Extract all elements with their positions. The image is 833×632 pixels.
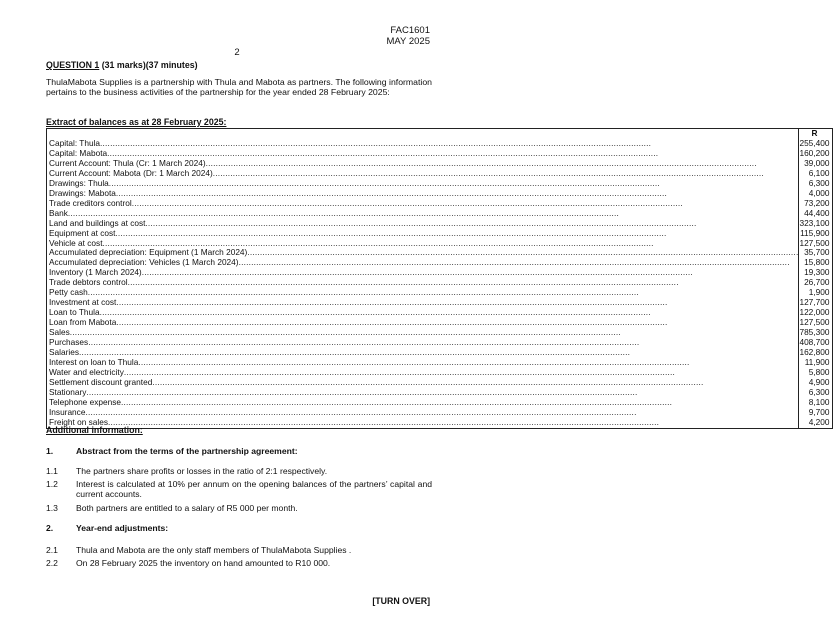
item-2-1-number: 2.1 bbox=[46, 545, 58, 555]
balance-amount: 160,200 bbox=[799, 149, 833, 159]
item-2-2-number: 2.2 bbox=[46, 558, 58, 568]
balance-amount: 122,000 bbox=[799, 308, 833, 318]
balance-amount: 44,400 bbox=[799, 209, 833, 219]
balance-label: Drawings: Mabota bbox=[49, 187, 116, 198]
balance-amount: 26,700 bbox=[799, 278, 833, 288]
balance-amount: 162,800 bbox=[799, 348, 833, 358]
leader-dots: ............................................................................................................................................................................................................................ bbox=[205, 157, 757, 168]
balance-label: Freight on sales bbox=[49, 416, 109, 427]
balance-label: Current Account: Mabota (Dr: 1 March 2024) bbox=[49, 167, 213, 178]
balance-label: Drawings: Thula bbox=[49, 177, 109, 188]
question-label: QUESTION 1 bbox=[46, 60, 100, 70]
leader-dots: ............................................................................................................................................................................................................................ bbox=[123, 366, 675, 377]
leader-dots: ............................................................................................................................................................................................................................ bbox=[131, 197, 683, 208]
document-header bbox=[387, 26, 430, 48]
balance-amount: 35,700 bbox=[799, 248, 833, 258]
balance-label: Investment at cost bbox=[49, 297, 117, 308]
leader-dots: ............................................................................................................................................................................................................................ bbox=[86, 386, 638, 397]
question-title bbox=[46, 60, 198, 71]
leader-dots: ............................................................................................................................................................................................................................ bbox=[108, 416, 660, 427]
section-2-number: 2. bbox=[46, 523, 54, 533]
balance-amount: 73,200 bbox=[799, 199, 833, 209]
turn-over-note: [TURN OVER] bbox=[372, 596, 430, 606]
leader-dots: ............................................................................................................................................................................................................................ bbox=[247, 247, 799, 258]
balance-label: Purchases bbox=[49, 337, 89, 348]
page-number: 2 bbox=[234, 47, 240, 58]
balance-amount: 323,100 bbox=[799, 219, 833, 229]
balance-amount: 127,700 bbox=[799, 298, 833, 308]
item-1-3-number: 1.3 bbox=[46, 503, 58, 513]
balance-amount: 255,400 bbox=[799, 139, 833, 149]
balance-label: Capital: Thula bbox=[49, 138, 101, 148]
balance-label: Telephone expense bbox=[49, 396, 121, 407]
item-1-2-text: Interest is calculated at 10% per annum on the opening balances of the partners’ capital and current accounts. bbox=[76, 479, 432, 500]
balance-label: Insurance bbox=[49, 406, 86, 417]
item-1-1-text: The partners share profits or losses in the ratio of 2:1 respectively. bbox=[76, 466, 328, 476]
item-2-1-text: Thula and Mabota are the only staff members of ThulaMabota Supplies . bbox=[76, 545, 352, 555]
balance-label: Accumulated depreciation: Equipment (1 March 2024) bbox=[49, 247, 248, 258]
balance-amount: 39,000 bbox=[799, 159, 833, 169]
balance-amount: 4,200 bbox=[799, 418, 833, 428]
leader-dots: ............................................................................................................................................................................................................................ bbox=[87, 287, 639, 298]
balance-label-cell bbox=[47, 418, 799, 428]
balance-amount: 8,100 bbox=[799, 398, 833, 408]
currency-header: R bbox=[799, 129, 833, 140]
balance-amount: 408,700 bbox=[799, 338, 833, 348]
balance-label: Petty cash bbox=[49, 287, 88, 298]
balance-label: Loan from Mabota bbox=[49, 317, 117, 328]
leader-dots: ............................................................................................................................................................................................................................ bbox=[212, 167, 764, 178]
leader-dots: ............................................................................................................................................................................................................................ bbox=[115, 187, 668, 198]
question-marks: (31 marks)(37 minutes) bbox=[101, 60, 198, 70]
balance-label: Stationary bbox=[49, 386, 87, 397]
balance-label: Salaries bbox=[49, 347, 79, 358]
balance-amount: 5,800 bbox=[799, 368, 833, 378]
leader-dots: ............................................................................................................................................................................................................................ bbox=[108, 177, 660, 188]
leader-dots: ............................................................................................................................................................................................................................ bbox=[141, 267, 693, 278]
balance-row bbox=[47, 418, 833, 428]
balance-amount: 4,900 bbox=[799, 378, 833, 388]
leader-dots: ............................................................................................................................................................................................................................ bbox=[238, 257, 790, 268]
exam-session: MAY 2025 bbox=[386, 35, 430, 47]
balance-amount: 115,900 bbox=[799, 229, 833, 239]
item-1-3-text: Both partners are entitled to a salary of R5 000 per month. bbox=[76, 503, 298, 513]
leader-dots: ............................................................................................................................................................................................................................ bbox=[116, 317, 668, 328]
leader-dots: ............................................................................................................................................................................................................................ bbox=[115, 227, 667, 238]
balance-label: Land and buildings at cost bbox=[49, 217, 146, 228]
module-code: FAC1601 bbox=[390, 25, 430, 36]
section-1-number: 1. bbox=[46, 446, 54, 456]
leader-dots: ............................................................................................................................................................................................................................ bbox=[107, 147, 659, 158]
leader-dots: ............................................................................................................................................................................................................................ bbox=[85, 406, 637, 417]
item-2-2-text: On 28 February 2025 the inventory on hand amounted to R10 000. bbox=[76, 558, 331, 568]
leader-dots: ............................................................................................................................................................................................................................ bbox=[152, 376, 704, 387]
balance-amount: 19,300 bbox=[799, 268, 833, 278]
balance-amount: 15,800 bbox=[799, 258, 833, 268]
balance-label: Inventory (1 March 2024) bbox=[49, 267, 142, 278]
extract-title: Extract of balances as at 28 February 2025: bbox=[46, 117, 227, 127]
section-1-title: Abstract from the terms of the partnership agreement: bbox=[76, 446, 298, 456]
balance-amount: 4,000 bbox=[799, 189, 833, 199]
balance-label: Settlement discount granted bbox=[49, 376, 153, 387]
balance-label: Trade creditors control bbox=[49, 197, 132, 208]
leader-dots: ............................................................................................................................................................................................................................ bbox=[127, 277, 679, 288]
balance-amount: 6,300 bbox=[799, 388, 833, 398]
balance-label: Vehicle at cost bbox=[49, 237, 103, 248]
leader-dots: ............................................................................................................................................................................................................................ bbox=[138, 356, 690, 367]
item-1-2-number: 1.2 bbox=[46, 479, 58, 489]
leader-dots: ............................................................................................................................................................................................................................ bbox=[100, 138, 652, 148]
additional-info-title: Additional information: bbox=[46, 425, 143, 435]
balance-label: Capital: Mabota bbox=[49, 147, 108, 158]
intro-paragraph: ThulaMabota Supplies is a partnership with Thula and Mabota as partners. The following information pertains to the business activities of the partnership for the year ended 28 February 2025: bbox=[46, 77, 432, 98]
balance-amount: 127,500 bbox=[799, 239, 833, 249]
balance-label: Equipment at cost bbox=[49, 227, 116, 238]
section-2-title: Year-end adjustments: bbox=[76, 523, 169, 533]
balance-label: Trade debtors control bbox=[49, 277, 128, 288]
leader-dots: ............................................................................................................................................................................................................................ bbox=[145, 217, 697, 228]
balance-amount: 11,900 bbox=[799, 358, 833, 368]
balance-label: Current Account: Thula (Cr: 1 March 2024) bbox=[49, 157, 206, 168]
balance-label: Bank bbox=[49, 207, 68, 218]
balance-label: Water and electricity bbox=[49, 366, 124, 377]
leader-dots: ............................................................................................................................................................................................................................ bbox=[78, 347, 631, 358]
balance-amount: 6,100 bbox=[799, 169, 833, 179]
balance-amount: 785,300 bbox=[799, 328, 833, 338]
item-1-1-number: 1.1 bbox=[46, 466, 58, 476]
balance-label: Sales bbox=[49, 327, 70, 338]
balance-amount: 127,500 bbox=[799, 318, 833, 328]
leader-dots: ............................................................................................................................................................................................................................ bbox=[102, 237, 654, 248]
balance-amount: 1,900 bbox=[799, 288, 833, 298]
balance-label: Interest on loan to Thula bbox=[49, 356, 139, 367]
balance-amount: 6,300 bbox=[799, 179, 833, 189]
leader-dots: ............................................................................................................................................................................................................................ bbox=[120, 396, 673, 407]
leader-dots: ............................................................................................................................................................................................................................ bbox=[88, 337, 640, 348]
balance-label: Accumulated depreciation: Vehicles (1 March 2024) bbox=[49, 257, 239, 268]
balance-label: Loan to Thula bbox=[49, 307, 100, 318]
leader-dots: ............................................................................................................................................................................................................................ bbox=[67, 207, 620, 218]
leader-dots: ............................................................................................................................................................................................................................ bbox=[116, 297, 668, 308]
leader-dots: ............................................................................................................................................................................................................................ bbox=[99, 307, 651, 318]
leader-dots: ............................................................................................................................................................................................................................ bbox=[69, 327, 621, 338]
balances-table bbox=[46, 128, 833, 429]
balance-amount: 9,700 bbox=[799, 408, 833, 418]
